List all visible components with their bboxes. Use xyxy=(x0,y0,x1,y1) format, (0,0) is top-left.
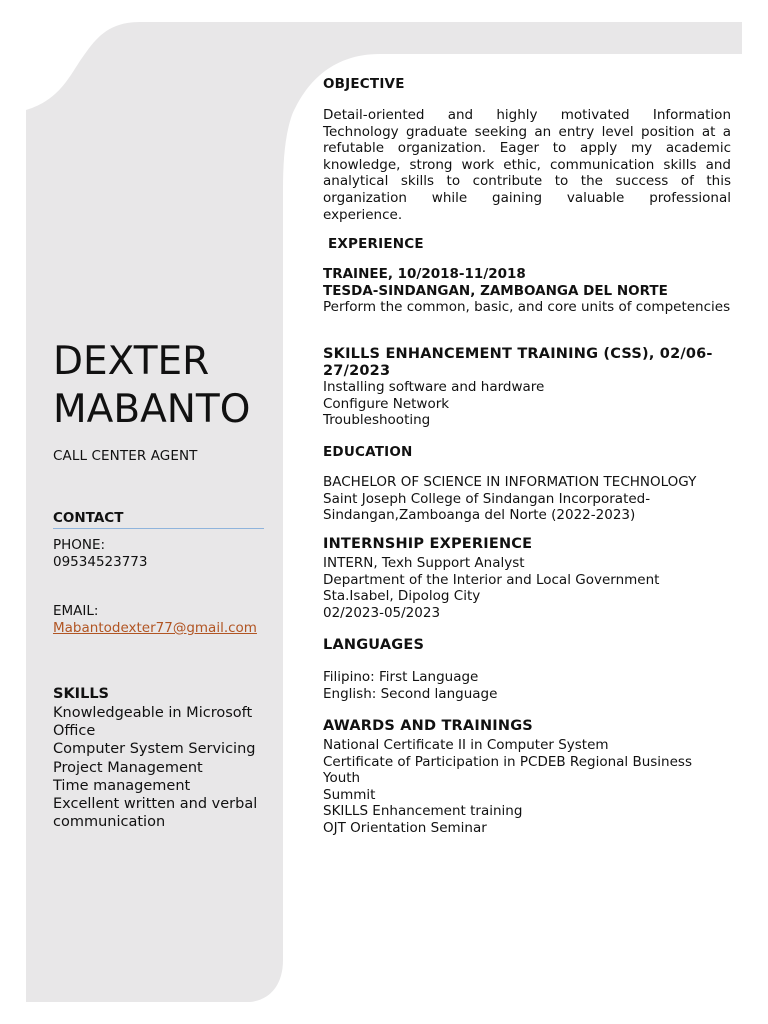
language-line: Filipino: First Language xyxy=(323,669,479,685)
education-heading: EDUCATION xyxy=(323,444,413,460)
last-name: MABANTO xyxy=(53,387,251,432)
awards-entry xyxy=(323,737,713,837)
trainee-entry xyxy=(323,266,731,316)
award-line: National Certificate II in Computer System xyxy=(323,737,609,753)
award-line: Certificate of Participation in PCDEB Regional Business Youth xyxy=(323,753,692,787)
phone-block xyxy=(53,537,147,571)
email-link[interactable]: Mabantodexter77@gmail.com xyxy=(53,620,257,636)
phone-number: 09534523773 xyxy=(53,554,148,570)
internship-line: INTERN, Texh Support Analyst xyxy=(323,555,525,571)
first-name: DEXTER xyxy=(53,339,210,384)
email-block xyxy=(53,603,257,637)
skills-list xyxy=(53,704,271,831)
languages-entry xyxy=(323,669,731,702)
objective-heading: OBJECTIVE xyxy=(323,76,405,92)
skills-heading: SKILLS xyxy=(53,686,109,702)
education-degree: BACHELOR OF SCIENCE IN INFORMATION TECHNOLOGY xyxy=(323,474,697,490)
awards-heading: AWARDS AND TRAININGS xyxy=(323,718,533,734)
languages-heading: LANGUAGES xyxy=(323,637,425,653)
phone-label: PHONE: xyxy=(53,537,106,553)
skill-item: Project Management xyxy=(53,759,203,776)
experience-heading: EXPERIENCE xyxy=(328,236,424,252)
job-title: CALL CENTER AGENT xyxy=(53,448,198,464)
trainee-desc: Perform the common, basic, and core units of competencies xyxy=(323,299,731,316)
candidate-name xyxy=(53,338,283,434)
skills-training-line: Troubleshooting xyxy=(323,412,431,429)
internship-line: 02/2023-05/2023 xyxy=(323,604,441,621)
education-school: Saint Joseph College of Sindangan Incorporated-Sindangan,Zamboanga del Norte (2022-2023) xyxy=(323,490,651,524)
award-line: OJT Orientation Seminar xyxy=(323,819,487,836)
skill-item: Time management xyxy=(53,777,191,794)
trainee-org: TESDA-SINDANGAN, ZAMBOANGA DEL NORTE xyxy=(323,282,668,299)
contact-heading: CONTACT xyxy=(53,510,264,529)
education-entry xyxy=(323,474,731,524)
skills-training-line: Configure Network xyxy=(323,395,450,412)
skills-training-entry xyxy=(323,346,731,429)
internship-line: Sta.Isabel, Dipolog City xyxy=(323,588,481,605)
skill-item: Knowledgeable in Microsoft Office xyxy=(53,705,253,740)
email-label: EMAIL: xyxy=(53,603,99,619)
objective-text: Detail-oriented and highly motivated Information Technology graduate seeking an entry level position at a refutable organization. Eager to apply my academic knowledge, strong work ethic, communication skills and analytical skills to contribute to the success of this organization while gaining valuable professional experience. xyxy=(323,107,731,223)
internship-entry xyxy=(323,555,731,621)
trainee-title: TRAINEE, 10/2018-11/2018 xyxy=(323,266,526,282)
skills-training-title: SKILLS ENHANCEMENT TRAINING (CSS), 02/06-27/2023 xyxy=(323,346,713,379)
award-line: SKILLS Enhancement training xyxy=(323,803,523,820)
skills-training-line: Installing software and hardware xyxy=(323,379,545,396)
skill-item: Excellent written and verbal communication xyxy=(53,796,258,831)
internship-line: Department of the Interior and Local Government xyxy=(323,571,660,588)
award-line: Summit xyxy=(323,786,376,803)
language-line: English: Second language xyxy=(323,685,498,702)
skill-item: Computer System Servicing xyxy=(53,741,256,758)
internship-heading: INTERNSHIP EXPERIENCE xyxy=(323,536,533,552)
